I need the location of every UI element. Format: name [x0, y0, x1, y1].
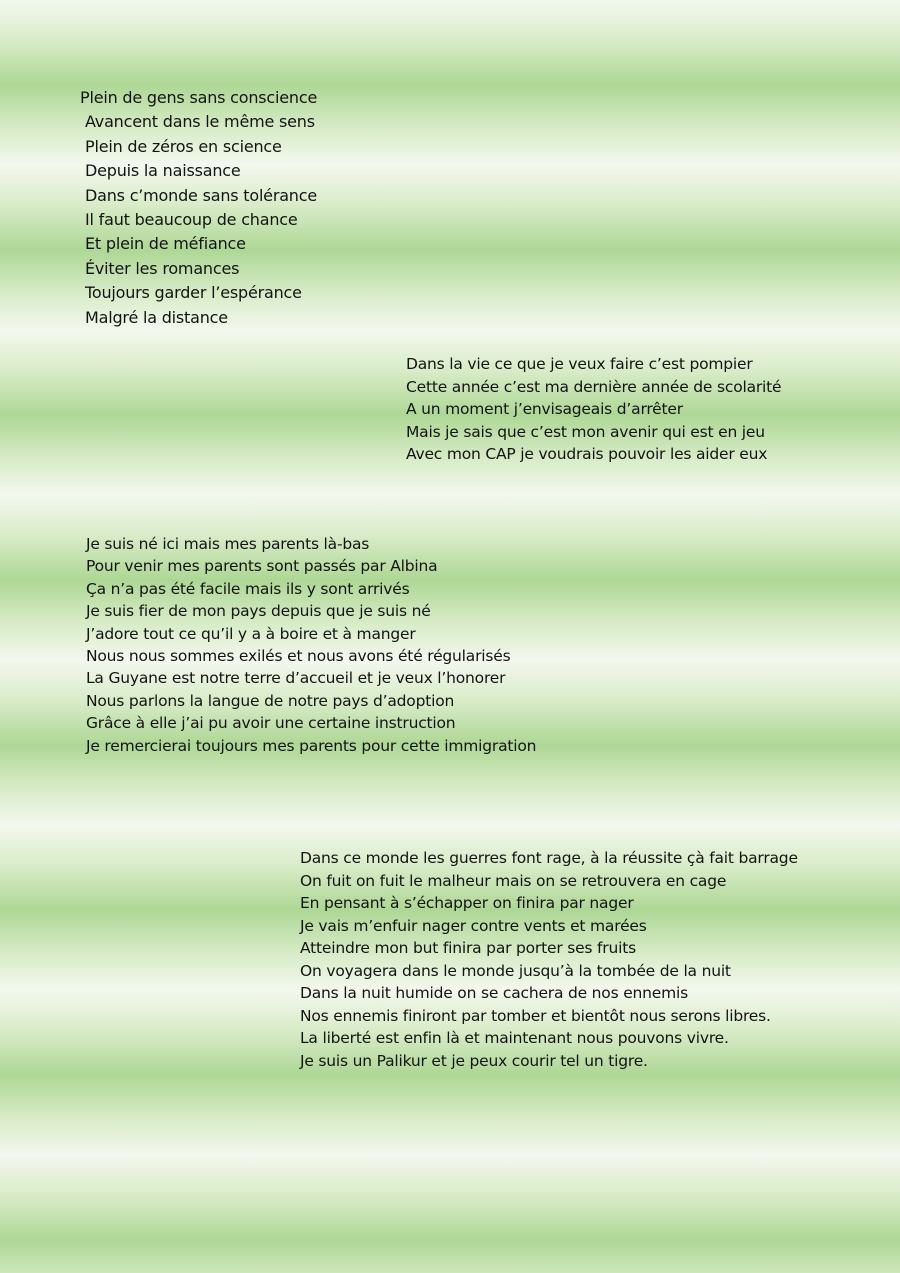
poem-line: La liberté est enfin là et maintenant nous pouvons vivre. [300, 1029, 729, 1047]
poem-line: A un moment j’envisageais d’arrêter [406, 400, 683, 419]
poem-line: On voyagera dans le monde jusqu’à la tombée de la nuit [300, 961, 731, 980]
poem-line: Mais je sais que c’est mon avenir qui est en jeu [406, 422, 765, 441]
poem-line: Dans ce monde les guerres font rage, à la réussite çà fait barrage [300, 849, 798, 867]
poem-line: Ça n’a pas été facile mais ils y sont arrivés [86, 579, 410, 598]
poem-line: Plein de zéros en science [85, 136, 282, 156]
poem-line: Dans la vie ce que je veux faire c’est pompier [406, 355, 753, 373]
poem-line: Dans la nuit humide on se cachera de nos ennemis [300, 984, 688, 1002]
poem-line: Je remercierai toujours mes parents pour cette immigration [86, 736, 537, 755]
poem-line: La Guyane est notre terre d’accueil et je veux l’honorer [86, 669, 506, 688]
poem-line: Je suis fier de mon pays depuis que je suis né [86, 602, 431, 621]
poem-line: On fuit on fuit le malheur mais on se retrouvera en cage [300, 871, 727, 890]
poem-line: Plein de gens sans conscience [80, 88, 318, 107]
poem-line: Avec mon CAP je voudrais pouvoir les aider eux [406, 445, 768, 464]
poem-stanza-4 [300, 847, 798, 1072]
poem-line: J’adore tout ce qu’il y a à boire et à manger [86, 624, 416, 643]
poem-line: Dans c’monde sans tolérance [85, 185, 317, 205]
poem-line: Je vais m’enfuir nager contre vents et marées [300, 916, 647, 935]
poem-line: Atteindre mon but finira par porter ses fruits [300, 939, 636, 957]
poem-stanza-1 [80, 86, 317, 330]
poem-line: Il faut beaucoup de chance [85, 210, 298, 230]
poem-line: Avancent dans le même sens [85, 112, 315, 132]
poem-stanza-2 [406, 353, 781, 466]
poem-line: Cette année c’est ma dernière année de scolarité [406, 377, 782, 396]
poem-line: Je suis né ici mais mes parents là-bas [86, 535, 370, 553]
poem-line: Éviter les romances [85, 258, 240, 278]
poem-line: Toujours garder l’espérance [85, 283, 302, 303]
poem-line: Grâce à elle j’ai pu avoir une certaine instruction [86, 714, 456, 733]
poem-line: Depuis la naissance [85, 161, 241, 181]
poem-stanza-3 [86, 533, 536, 757]
poem-line: En pensant à s’échapper on finira par nager [300, 894, 634, 912]
poem-line: Nous parlons la langue de notre pays d’adoption [86, 691, 455, 710]
poem-line: Malgré la distance [85, 307, 228, 327]
poem-line: Et plein de méfiance [85, 234, 246, 254]
poem-line: Nous nous sommes exilés et nous avons été régularisés [86, 647, 511, 666]
poem-line: Je suis un Palikur et je peux courir tel un tigre. [300, 1051, 648, 1070]
poem-line: Nos ennemis finiront par tomber et bientôt nous serons libres. [300, 1006, 771, 1025]
poem-line: Pour venir mes parents sont passés par Albina [86, 557, 438, 576]
